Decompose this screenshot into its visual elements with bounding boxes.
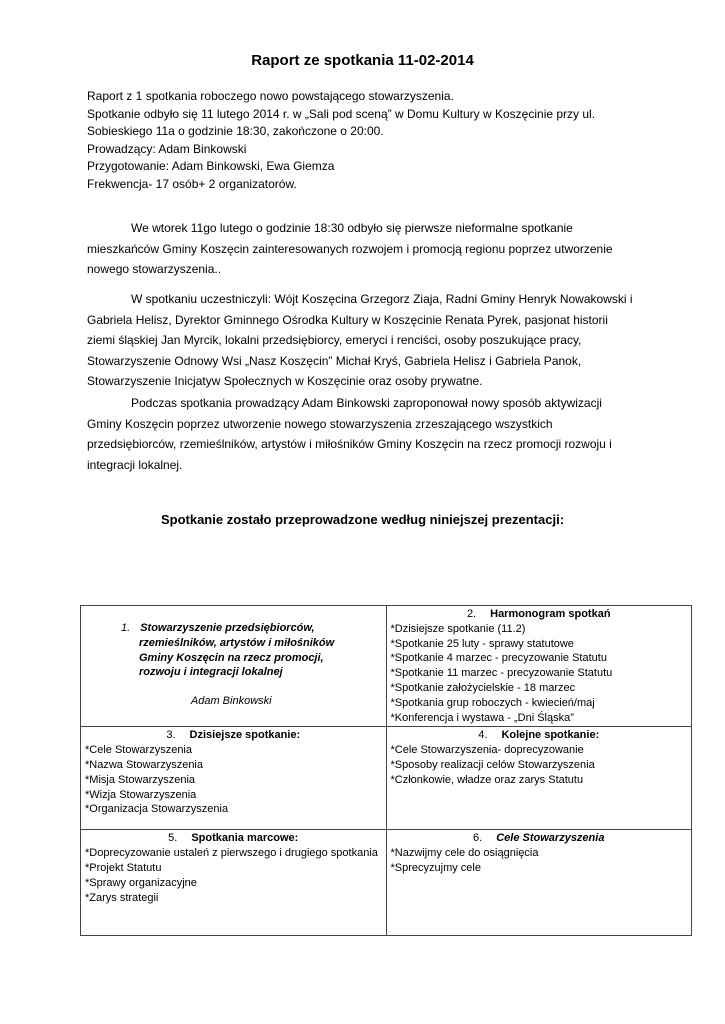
slide-heading bbox=[85, 831, 382, 846]
body-paragraph-2 bbox=[87, 289, 635, 392]
slide-number: 5. bbox=[168, 832, 178, 845]
meta-line: Spotkanie odbyło się 11 lutego 2014 r. w „Sali pod sceną” w Domu Kultury w Koszęcinie przy ul. bbox=[87, 106, 596, 121]
list-item: *Cele Stowarzyszenia bbox=[85, 744, 192, 757]
slide-1-content bbox=[85, 607, 382, 709]
list-item: *Spotkanie założycielskie - 18 marzec bbox=[390, 681, 576, 694]
meeting-metadata bbox=[87, 88, 647, 194]
list-item: *Sprecyzujmy cele bbox=[390, 861, 481, 874]
slide-number: 2. bbox=[466, 608, 477, 620]
list-item: *Doprecyzowanie ustaleń z pierwszego i drugiego spotkania bbox=[85, 847, 378, 860]
meta-line: Raport z 1 spotkania roboczego nowo powstającego stowarzyszenia. bbox=[87, 89, 454, 103]
slide-title: Cele Stowarzyszenia bbox=[496, 832, 605, 845]
slide-cell-3 bbox=[81, 727, 387, 830]
list-item: *Nazwijmy cele do osiągnięcia bbox=[390, 847, 539, 860]
paragraph-text: Podczas spotkania prowadzący Adam Binkowski zaproponował nowy sposób aktywizacji Gminy Koszęcin poprzez utworzenie nowego stowarzyszenia zrzeszającego wszystkich przedsiębiorców, rzemieślników, artystów i miłośników Gminy Koszęcin na rzecz promocji rozwoju i integracji lokalnej. bbox=[87, 396, 612, 472]
slide-title: Spotkania marcowe: bbox=[191, 832, 299, 845]
meta-line: Przygotowanie: Adam Binkowski, Ewa Giemza bbox=[87, 159, 335, 174]
slide-title: Harmonogram spotkań bbox=[490, 608, 611, 620]
list-item: *Spotkania grup roboczych - kwiecień/maj bbox=[390, 696, 595, 709]
slide-number: 4. bbox=[478, 729, 488, 742]
slide-number: 3. bbox=[166, 729, 176, 742]
slide-title-line: rozwoju i integracji lokalnej bbox=[139, 666, 283, 679]
list-item: *Konferencja i wystawa - „Dni Śląska” bbox=[390, 711, 574, 724]
table-row bbox=[81, 830, 692, 936]
list-item: *Dzisiejsze spotkanie (11.2) bbox=[390, 622, 526, 635]
slide-heading bbox=[391, 607, 688, 622]
slide-title-line: Gminy Koszęcin na rzecz promocji, bbox=[139, 651, 324, 664]
slide-cell-4 bbox=[386, 727, 692, 830]
meta-line: Sobieskiego 11a o godzinie 18:30, zakończone o 20:00. bbox=[87, 124, 384, 139]
list-item: *Członkowie, władze oraz zarys Statutu bbox=[390, 773, 584, 786]
slide-heading bbox=[391, 831, 688, 846]
slide-cell-2 bbox=[386, 606, 692, 727]
meta-line: Frekwencja- 17 osób+ 2 organizatorów. bbox=[87, 176, 297, 191]
body-paragraph-3 bbox=[87, 393, 635, 475]
list-item: *Spotkanie 4 marzec - precyzowanie Statutu bbox=[390, 652, 607, 665]
slide-title: Dzisiejsze spotkanie: bbox=[189, 729, 301, 742]
list-item: *Spotkanie 11 marzec - precyzowanie Statutu bbox=[390, 667, 613, 680]
paragraph-text: We wtorek 11go lutego o godzinie 18:30 odbyło się pierwsze nieformalne spotkanie mieszkańców Gminy Koszęcin zainteresowanych rozwojem i promocją regionu poprzez utworzenie nowego stowarzyszenia.. bbox=[87, 221, 613, 277]
slide-author: Adam Binkowski bbox=[190, 695, 272, 708]
list-item: *Spotkanie 25 luty - sprawy statutowe bbox=[390, 637, 574, 650]
list-item: *Zarys strategii bbox=[85, 891, 159, 904]
slide-heading bbox=[391, 728, 688, 743]
paragraph-text: W spotkaniu uczestniczyli: Wójt Koszęcina Grzegorz Ziaja, Radni Gminy Henryk Nowakowski i Gabriela Helisz, Dyrektor Gminnego Ośrodka Kultury w Koszęcinie Renata Pyrek, pasjonat historii ziemi śląskiej Jan Myrcik, lokalni przedsiębiorcy, emeryci i renciści, osoby poszukujące pracy, Stowarzyszenie Odnowy Wsi „Nasz Koszęcin” Michał Kryś, Gabriela Helisz i Gabriela Panok, Stowarzyszenie Inicjatyw Społecznych w Koszęcinie oraz osoby prywatne. bbox=[87, 292, 633, 389]
list-item: *Wizja Stowarzyszenia bbox=[85, 788, 197, 801]
table-row bbox=[81, 727, 692, 830]
slide-title-line: Stowarzyszenie przedsiębiorców, bbox=[140, 622, 315, 634]
slide-number: 6. bbox=[473, 832, 483, 845]
slide-heading bbox=[85, 728, 382, 743]
list-item: *Organizacja Stowarzyszenia bbox=[85, 803, 229, 816]
table-row bbox=[81, 606, 692, 727]
slide-cell-6 bbox=[386, 830, 692, 936]
list-item: *Sposoby realizacji celów Stowarzyszenia bbox=[390, 758, 595, 771]
list-item: *Projekt Statutu bbox=[85, 861, 162, 874]
slide-cell-1 bbox=[81, 606, 387, 727]
list-item: *Sprawy organizacyjne bbox=[85, 876, 197, 889]
meta-line: Prowadzący: Adam Binkowski bbox=[87, 141, 247, 156]
presentation-heading: Spotkanie zostało przeprowadzone według niniejszej prezentacji: bbox=[160, 512, 565, 527]
presentation-slides-table bbox=[80, 605, 692, 936]
slide-title: Kolejne spotkanie: bbox=[501, 729, 600, 742]
slide-number: 1. bbox=[121, 622, 131, 634]
slide-title-line: rzemieślników, artystów i miłośników bbox=[139, 636, 335, 649]
list-item: *Cele Stowarzyszenia- doprecyzowanie bbox=[390, 744, 584, 757]
list-item: *Nazwa Stowarzyszenia bbox=[85, 758, 203, 771]
page-title: Raport ze spotkania 11-02-2014 bbox=[251, 52, 474, 69]
list-item: *Misja Stowarzyszenia bbox=[85, 773, 196, 786]
body-paragraph-1 bbox=[87, 218, 635, 280]
slide-cell-5 bbox=[81, 830, 387, 936]
